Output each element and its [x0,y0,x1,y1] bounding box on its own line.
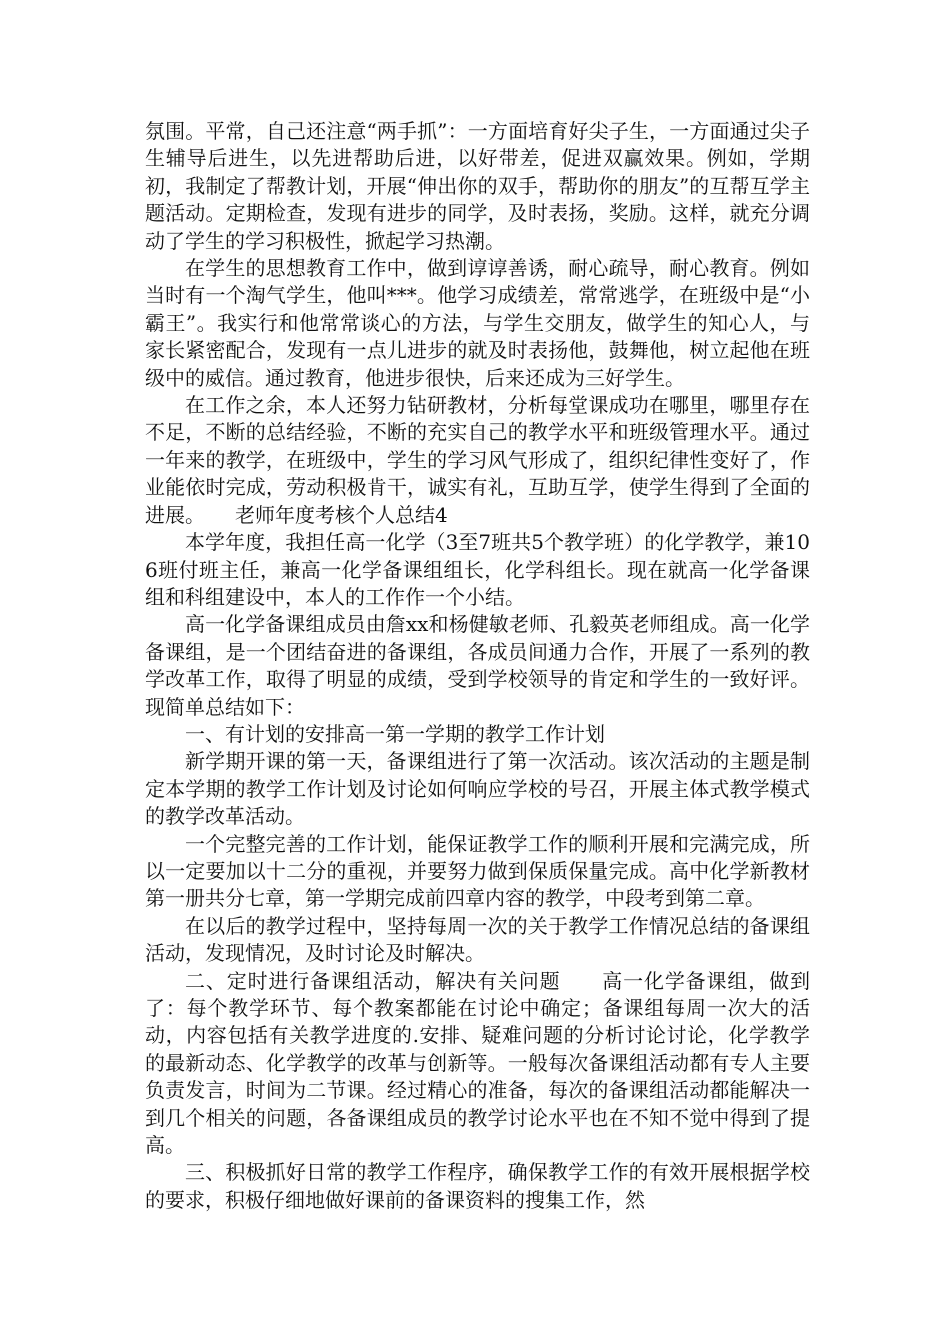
paragraph-5: 高一化学备课组成员由詹xx和杨健敏老师、孔毅英老师组成。高一化学备课组，是一个团结奋进的备课组，各成员间通力合作，开展了一系列的教学改革工作，取得了明显的成绩，受到学校领导的肯定和学生的一致好评。现简单总结如下： [145,612,810,719]
paragraph-2: 在学生的思想教育工作中，做到谆谆善诱，耐心疏导，耐心教育。例如当时有一个淘气学生，他叫***。他学习成绩差，常常逃学，在班级中是“小霸王”。我实行和他常常谈心的方法，与学生交朋友，做学生的知心人，与家长紧密配合，发现有一点儿进步的就及时表扬他，鼓舞他，树立起他在班级中的威信。通过教育，他进步很快，后来还成为三好学生。 [145,256,810,390]
paragraph-8: 在以后的教学过程中，坚持每周一次的关于教学工作情况总结的备课组活动，发现情况，及时讨论及时解决。 [145,913,810,966]
paragraph-10: 三、积极抓好日常的教学工作程序，确保教学工作的有效开展根据学校的要求，积极仔细地做好课前的备课资料的搜集工作，然 [145,1160,810,1212]
paragraph-3: 在工作之余，本人还努力钻研教材，分析每堂课成功在哪里，哪里存在不足，不断的总结经验，不断的充实自己的教学水平和班级管理水平。通过一年来的教学，在班级中，学生的学习风气形成了，组织纪律性变好了，作业能依时完成，劳动积极肯干，诚实有礼，互助互学，使学生得到了全面的进展。 老师年度考核个人总结4 [145,393,810,527]
section-heading-1: 一、有计划的安排高一第一学期的教学工作计划 [185,721,605,746]
paragraph-1: 氛围。平常，自己还注意“两手抓”：一方面培育好尖子生，一方面通过尖子生辅导后进生，以先进帮助后进，以好带差，促进双赢效果。例如，学期初，我制定了帮教计划，开展“伸出你的双手，帮助你的朋友”的互帮互学主题活动。定期检查，发现有进步的同学，及时表扬，奖励。这样，就充分调动了学生的学习积极性，掀起学习热潮。 [145,119,810,253]
paragraph-7: 一个完整完善的工作计划，能保证教学工作的顺利开展和完满完成，所以一定要加以十二分的重视，并要努力做到保质保量完成。高中化学新教材第一册共分七章，第一学期完成前四章内容的教学，中段考到第二章。 [145,831,810,911]
document-body [145,118,810,1214]
paragraph-4: 本学年度，我担任高一化学（3至7班共5个教学班）的化学教学，兼106班付班主任，兼高一化学备课组组长，化学科组长。现在就高一化学备课组和科组建设中，本人的工作作一个小结。 [145,530,810,609]
paragraph-6: 新学期开课的第一天，备课组进行了第一次活动。该次活动的主题是制定本学期的教学工作计划及讨论如何响应学校的号召，开展主体式教学模式的教学改革活动。 [145,749,810,829]
paragraph-9: 二、定时进行备课组活动，解决有关问题 高一化学备课组，做到了：每个教学环节、每个教案都能在讨论中确定；备课组每周一次大的活动，内容包括有关教学进度的.安排、疑难问题的分析讨论讨论，化学教学的最新动态、化学教学的改革与创新等。一般每次备课组活动都有专人主要负责发言，时间为二节课。经过精心的准备，每次的备课组活动都能解决一到几个相关的问题，各备课组成员的教学讨论水平也在不知不觉中得到了提高。 [145,968,810,1158]
